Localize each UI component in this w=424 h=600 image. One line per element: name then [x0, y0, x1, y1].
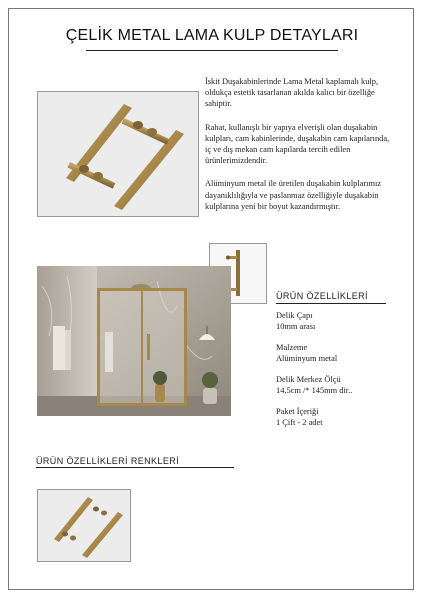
description-paragraph: İskit Duşakabinlerinde Lama Metal kaplamalı kulp, oldukça estetik tasarlanan akılda kalıcı bir özelliğe sahiptir.: [205, 77, 379, 109]
color-variant-image: [37, 489, 131, 562]
colors-heading: ÜRÜN ÖZELLİKLERİ RENKLERİ: [36, 456, 180, 466]
spec-label: Delik Merkez Ölçü: [276, 375, 341, 384]
spec-label: Malzeme: [276, 343, 308, 352]
description-paragraph: Rahat, kullanışlı bir yapıya elverişli olan duşakabin kulpları, cam kabinlerinde, duşakabin cam kapılarında, iç ve dış mekan cam kapılarda tercih edilen ürünlerimizdendir.: [205, 122, 390, 166]
specs-heading: ÜRÜN ÖZELLİKLERİ: [276, 291, 368, 301]
spec-item: [276, 311, 406, 332]
spec-item: [276, 343, 406, 364]
spec-value: Alüminyum metal: [276, 353, 338, 363]
page-title: ÇELİK METAL LAMA KULP DETAYLARI: [65, 27, 359, 44]
spec-label: Paket İçeriği: [276, 407, 319, 416]
specs-underline: [276, 303, 386, 304]
spec-value: 10mm arası: [276, 321, 316, 331]
bathroom-scene-drawing: [37, 266, 231, 416]
spec-label: Delik Çapı: [276, 311, 313, 320]
handle-pair-image: [37, 91, 199, 217]
spec-value: 1 Çift - 2 adet: [276, 417, 323, 427]
color-variant-drawing: [38, 490, 130, 561]
handle-pair-drawing: [38, 92, 198, 216]
spec-item: [276, 375, 406, 396]
bathroom-scene-image: [37, 266, 231, 416]
description-paragraph: Alüminyum metal ile üretilen duşakabin kulplarımız dayanıklılığıyla ve paslanmaz özelliğiyle duşakabin kulplarına yeni bir boyut kazandırmıştır.: [205, 179, 382, 211]
product-description: [205, 76, 395, 224]
colors-underline: [36, 467, 234, 468]
spec-item: [276, 407, 406, 428]
specs-list: [276, 311, 406, 439]
spec-value: 14,5cm /* 145mm dir..: [276, 385, 353, 395]
title-underline: [86, 50, 338, 51]
